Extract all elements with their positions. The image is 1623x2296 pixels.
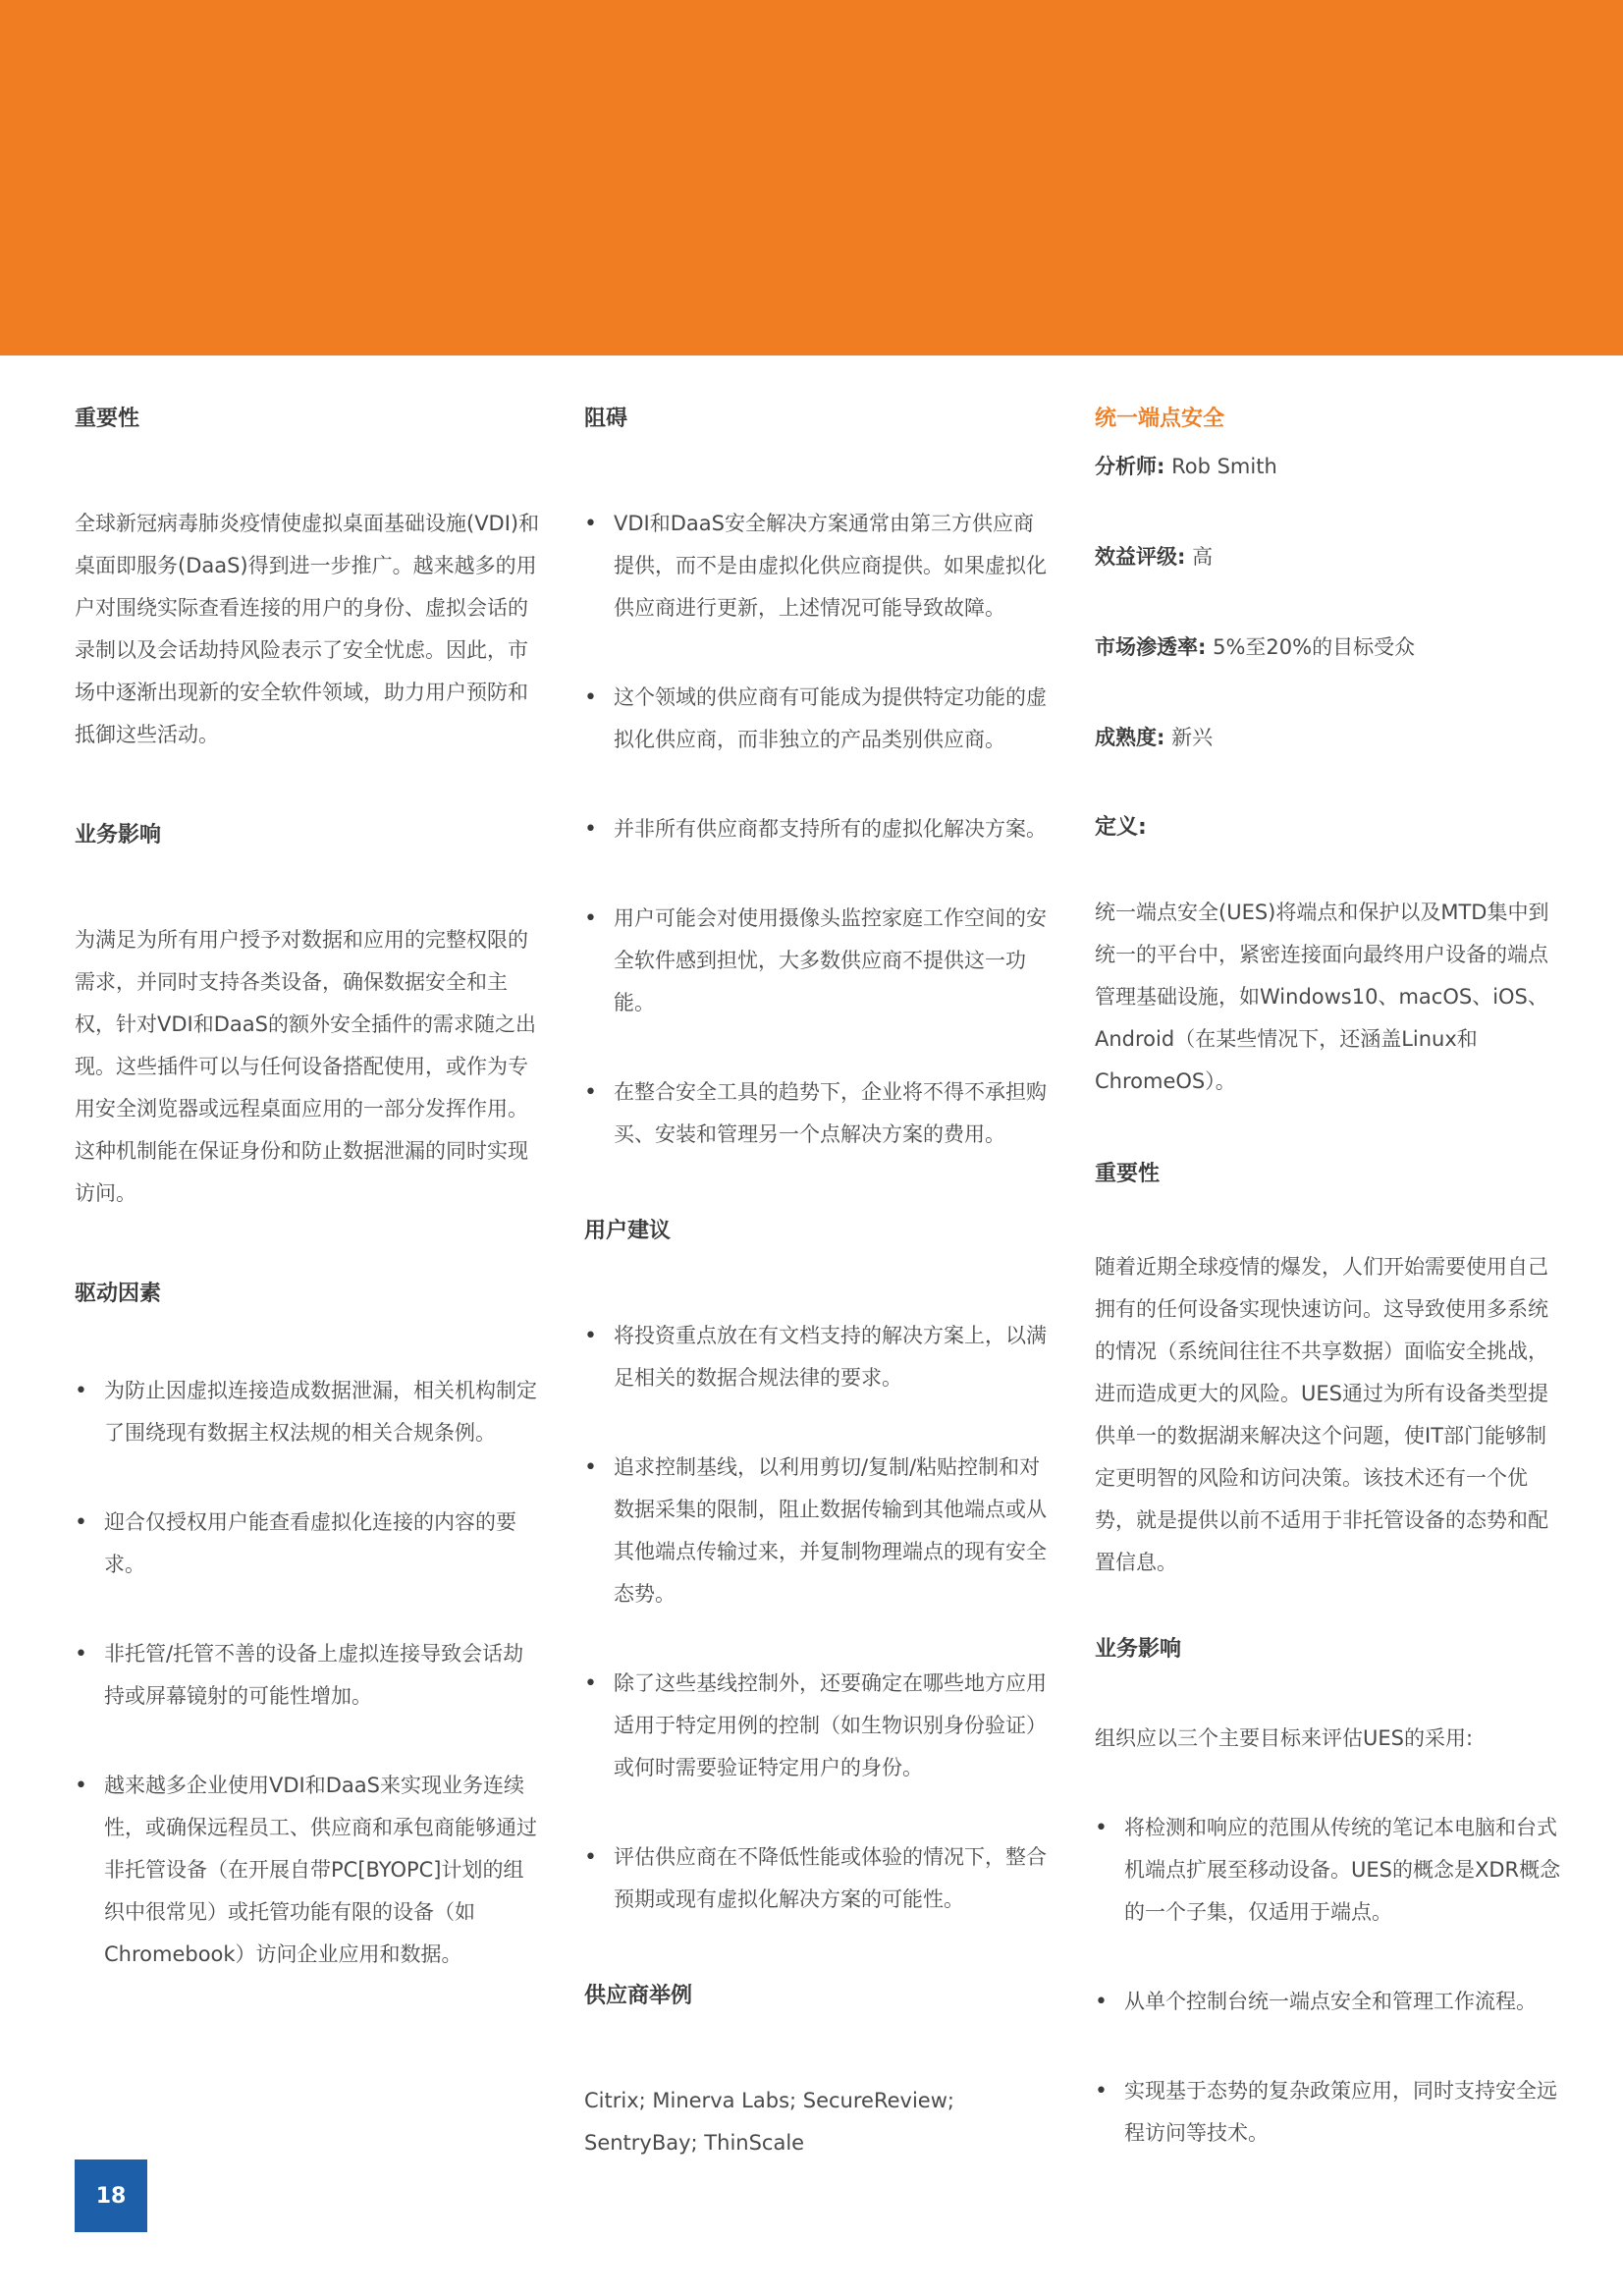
business-impact-heading-right: 业务影响 — [1095, 1637, 1182, 1662]
penetration-label: 市场渗透率: — [1095, 635, 1207, 659]
benefit-row — [1095, 540, 1564, 574]
recommendations-list — [584, 1315, 1054, 1921]
vendors-heading: 供应商举例 — [584, 1984, 693, 2008]
analyst-row — [1095, 450, 1564, 483]
importance-heading-right: 重要性 — [1095, 1162, 1161, 1186]
column-right — [1095, 403, 1564, 2155]
section-title: 统一端点安全 — [1095, 407, 1225, 431]
obstacles-heading: 阻碍 — [584, 407, 628, 431]
list-item: • 实现基于态势的复杂政策应用，同时支持安全远程访问等技术。 — [1095, 2070, 1564, 2155]
analyst-value: Rob Smith — [1164, 455, 1277, 478]
list-item: • 越来越多企业使用VDI和DaaS来实现业务连续性，或确保远程员工、供应商和承包商能够通过非托管设备（在开展自带PC[BYOPC]计划的组织中很常见）或托管功能有限的设备（如Chromebook）访问企业应用和数据。 — [75, 1765, 544, 1976]
drivers-heading: 驱动因素 — [75, 1282, 162, 1306]
list-item: • 除了这些基线控制外，还要确定在哪些地方应用适用于特定用例的控制（如生物识别身份验证）或何时需要验证特定用户的身份。 — [584, 1663, 1054, 1789]
list-item: • 将检测和响应的范围从传统的笔记本电脑和台式机端点扩展至移动设备。UES的概念是XDR概念的一个子集，仅适用于端点。 — [1095, 1807, 1564, 1934]
column-middle — [584, 403, 1054, 2164]
benefit-value: 高 — [1185, 545, 1214, 569]
list-item: • 将投资重点放在有文档支持的解决方案上，以满足相关的数据合规法律的要求。 — [584, 1315, 1054, 1399]
maturity-row — [1095, 721, 1564, 754]
list-item: • 在整合安全工具的趋势下，企业将不得不承担购买、安装和管理另一个点解决方案的费用。 — [584, 1071, 1054, 1156]
maturity-value: 新兴 — [1164, 726, 1214, 749]
maturity-label: 成熟度: — [1095, 726, 1165, 749]
impact-list — [1095, 1807, 1564, 2155]
importance-heading: 重要性 — [75, 407, 140, 431]
list-item: • 用户可能会对使用摄像头监控家庭工作空间的安全软件感到担忧，大多数供应商不提供这一功能。 — [584, 898, 1054, 1024]
list-item: • 追求控制基线，以利用剪切/复制/粘贴控制和对数据采集的限制，阻止数据传输到其他端点或从其他端点传输过来，并复制物理端点的现有安全态势。 — [584, 1447, 1054, 1615]
list-item: • 迎合仅授权用户能查看虚拟化连接的内容的要求。 — [75, 1502, 544, 1586]
penetration-value: 5%至20%的目标受众 — [1206, 635, 1416, 659]
analyst-label: 分析师: — [1095, 455, 1165, 478]
list-item: • 并非所有供应商都支持所有的虚拟化解决方案。 — [584, 808, 1054, 850]
list-item: • 评估供应商在不降低性能或体验的情况下，整合预期或现有虚拟化解决方案的可能性。 — [584, 1836, 1054, 1921]
header-band — [0, 0, 1623, 355]
penetration-row — [1095, 630, 1564, 664]
business-impact-text: 为满足为所有用户授予对数据和应用的完整权限的需求，并同时支持各类设备，确保数据安全和主权，针对VDI和DaaS的额外安全插件的需求随之出现。这些插件可以与任何设备搭配使用，或作为专用安全浏览器或远程桌面应用的一部分发挥作用。这种机制能在保证身份和防止数据泄漏的同时实现访问。 — [75, 928, 536, 1205]
definition-text: 统一端点安全(UES)将端点和保护以及MTD集中到统一的平台中，紧密连接面向最终用户设备的端点管理基础设施，如Windows10、macOS、iOS、Android（在某些情况下，还涵盖Linux和ChromeOS）。 — [1095, 901, 1549, 1093]
column-left — [75, 403, 544, 1976]
definition-heading: 定义: — [1095, 815, 1147, 840]
business-impact-intro: 组织应以三个主要目标来评估UES的采用: — [1095, 1726, 1474, 1750]
page-number-badge: 18 — [75, 2159, 147, 2232]
obstacles-list — [584, 503, 1054, 1156]
list-item: • 为防止因虚拟连接造成数据泄漏，相关机构制定了围绕现有数据主权法规的相关合规条例。 — [75, 1370, 544, 1454]
importance-text-right: 随着近期全球疫情的爆发，人们开始需要使用自己拥有的任何设备实现快速访问。这导致使用多系统的情况（系统间往往不共享数据）面临安全挑战，进而造成更大的风险。UES通过为所有设备类型提供单一的数据湖来解决这个问题，使IT部门能够制定更明智的风险和访问决策。该技术还有一个优势，就是提供以前不适用于非托管设备的态势和配置信息。 — [1095, 1255, 1548, 1574]
vendors-text: Citrix; Minerva Labs; SecureReview; SentryBay; ThinScale — [584, 2089, 954, 2155]
list-item: • VDI和DaaS安全解决方案通常由第三方供应商提供，而不是由虚拟化供应商提供。如果虚拟化供应商进行更新，上述情况可能导致故障。 — [584, 503, 1054, 629]
list-item: • 非托管/托管不善的设备上虚拟连接导致会话劫持或屏幕镜射的可能性增加。 — [75, 1633, 544, 1718]
importance-text: 全球新冠病毒肺炎疫情使虚拟桌面基础设施(VDI)和桌面即服务(DaaS)得到进一步推广。越来越多的用户对围绕实际查看连接的用户的身份、虚拟会话的录制以及会话劫持风险表示了安全忧虑。因此，市场中逐渐出现新的安全软件领域，助力用户预防和抵御这些活动。 — [75, 512, 540, 746]
list-item: • 从单个控制台统一端点安全和管理工作流程。 — [1095, 1981, 1564, 2023]
list-item: • 这个领域的供应商有可能成为提供特定功能的虚拟化供应商，而非独立的产品类别供应商。 — [584, 677, 1054, 761]
benefit-label: 效益评级: — [1095, 545, 1186, 569]
business-impact-heading: 业务影响 — [75, 823, 162, 847]
drivers-list — [75, 1370, 544, 1976]
user-recommendations-heading: 用户建议 — [584, 1219, 672, 1243]
